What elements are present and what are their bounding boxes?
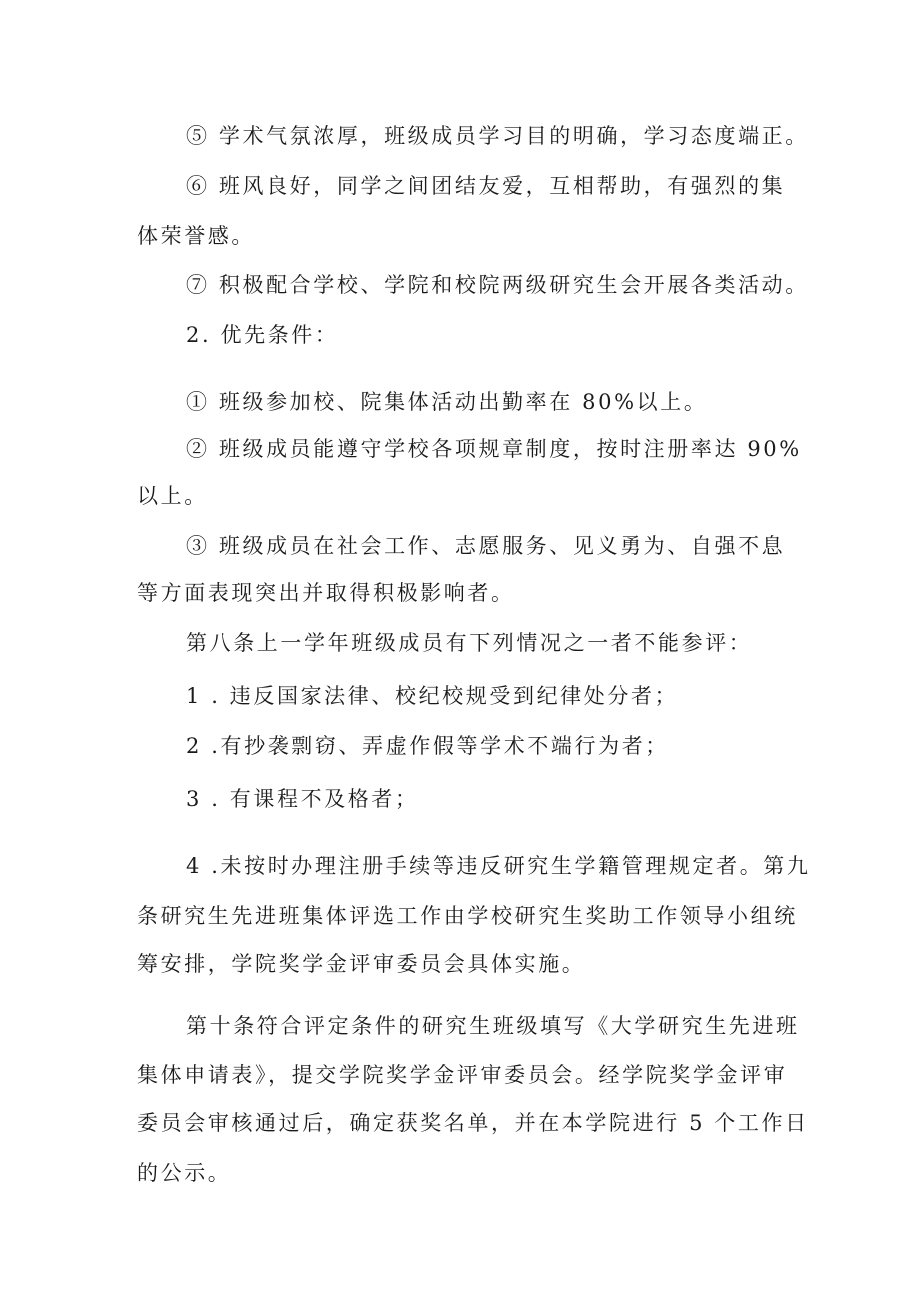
priority-item-2-line-1: ② 班级成员能遵守学校各项规章制度，按时注册率达 90%: [186, 437, 802, 461]
priority-item-1-line: ① 班级参加校、院集体活动出勤率在 80%以上。: [186, 390, 708, 414]
item-6-line-1: ⑥ 班风良好，同学之间团结友爱，互相帮助，有强烈的集: [186, 174, 786, 198]
exclusion-item-2: 2 .有抄袭剽窃、弄虚作假等学术不端行为者；: [186, 734, 669, 758]
item-6-line-2: 体荣誉感。: [137, 224, 255, 248]
article-8-heading: 第八条上一学年班级成员有下列情况之一者不能参评：: [186, 631, 753, 655]
priority-conditions-heading: 2. 优先条件：: [186, 323, 339, 347]
exclusion-item-1: 1 . 违反国家法律、校纪校规受到纪律处分者；: [186, 684, 679, 708]
article-10-line-2: 集体申请表》，提交学院奖学金评审委员会。经学院奖学金评审: [137, 1063, 788, 1087]
item-5-line: ⑤ 学术气氛浓厚，班级成员学习目的明确，学习态度端正。: [186, 124, 809, 148]
article-10-line-4: 的公示。: [137, 1161, 232, 1185]
article-9-line-3: 筹安排，学院奖学金评审委员会具体实施。: [137, 952, 586, 976]
item-7-line: ⑦ 积极配合学校、学院和校院两级研究生会开展各类活动。: [186, 273, 809, 297]
exclusion-item-3: 3 . 有课程不及格者；: [186, 787, 419, 811]
priority-item-2-line-2: 以上。: [137, 484, 208, 508]
priority-item-3-line-1: ③ 班级成员在社会工作、志愿服务、见义勇为、自强不息: [186, 534, 786, 558]
priority-item-3-line-2: 等方面表现突出并取得积极影响者。: [137, 581, 515, 605]
article-9-line-2: 条研究生先进班集体评选工作由学校研究生奖助工作领导小组统: [137, 904, 798, 928]
article-10-line-1: 第十条符合评定条件的研究生班级填写《大学研究生先进班: [186, 1014, 800, 1038]
article-10-line-3: 委员会审核通过后，确定获奖名单，并在本学院进行 5 个工作日: [137, 1111, 809, 1135]
exclusion-item-4-line-1: 4 .未按时办理注册手续等违反研究生学籍管理规定者。第九: [186, 854, 811, 878]
